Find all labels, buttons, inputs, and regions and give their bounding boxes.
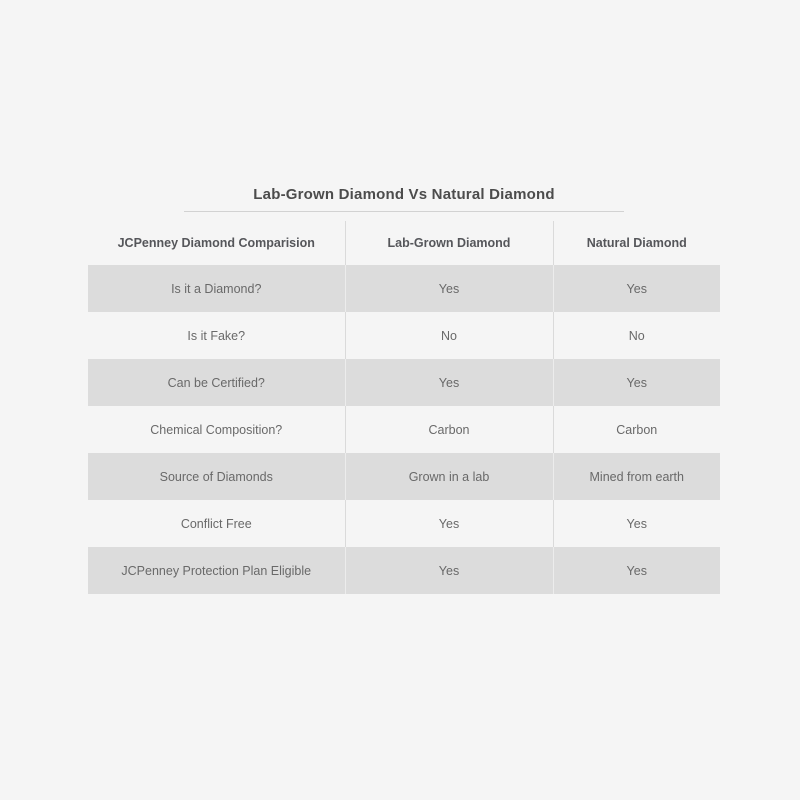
natural-value-cell: Yes (626, 516, 647, 531)
table-row (88, 500, 720, 547)
natural-value-cell: Carbon (616, 422, 658, 437)
lab-grown-value-cell: Yes (345, 359, 553, 406)
feature-cell: JCPenney Protection Plan Eligible (88, 547, 345, 594)
natural-value-cell: Yes (553, 547, 720, 594)
column-header-lab-grown: Lab-Grown Diamond (345, 221, 553, 265)
header-row (88, 221, 720, 265)
lab-grown-value-cell: Yes (345, 547, 553, 594)
lab-grown-value-cell: Yes (345, 265, 553, 312)
feature-cell: Chemical Composition? (88, 406, 345, 453)
table-row (88, 312, 720, 359)
feature-cell: Can be Certified? (88, 359, 345, 406)
feature-cell: Is it a Diamond? (88, 265, 345, 312)
lab-grown-value-cell: Carbon (345, 406, 553, 453)
natural-value-cell: Mined from earth (553, 453, 720, 500)
table-row (88, 453, 720, 500)
table-row (88, 406, 720, 453)
comparison-graphic (88, 186, 720, 594)
table-row (88, 547, 720, 594)
feature-cell: Conflict Free (88, 500, 345, 547)
natural-value-cell: Yes (553, 359, 720, 406)
natural-value-cell: No (628, 328, 645, 343)
comparison-table (88, 221, 720, 594)
natural-value-cell: Yes (553, 265, 720, 312)
feature-cell: Is it Fake? (88, 312, 345, 359)
column-header-natural: Natural Diamond (586, 236, 687, 250)
column-header-comparison: JCPenney Diamond Comparision (88, 221, 345, 265)
lab-grown-value-cell: Yes (345, 500, 553, 547)
lab-grown-value-cell: Grown in a lab (345, 453, 553, 500)
table-row (88, 265, 720, 312)
table-row (88, 359, 720, 406)
feature-cell: Source of Diamonds (88, 453, 345, 500)
lab-grown-value-cell: No (345, 312, 553, 359)
title-divider (184, 211, 624, 212)
page-title: Lab-Grown Diamond Vs Natural Diamond (253, 186, 555, 203)
